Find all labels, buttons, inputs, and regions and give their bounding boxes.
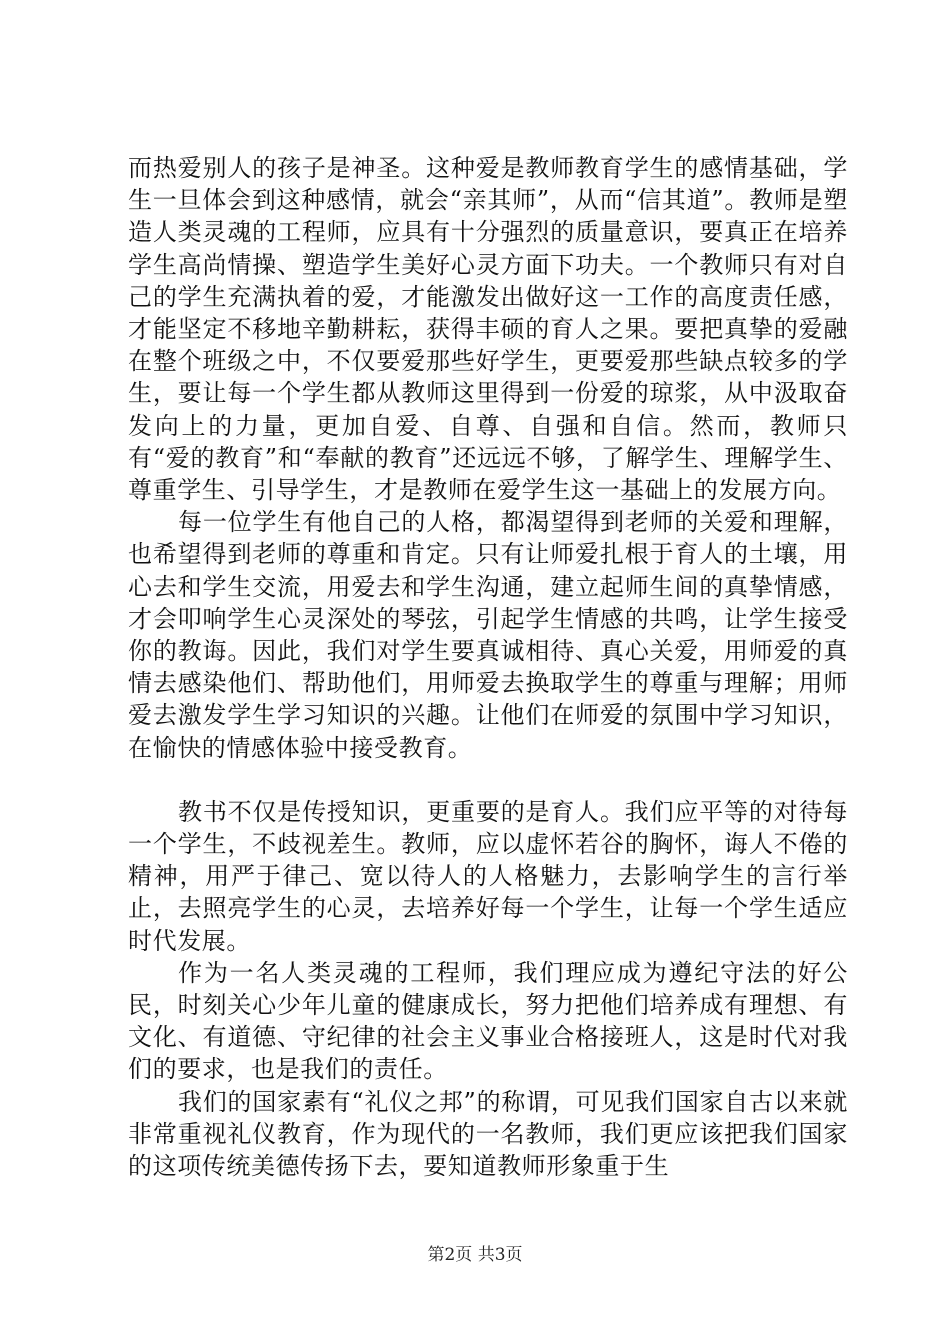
paragraph-4: 作为一名人类灵魂的工程师，我们理应成为遵纪守法的好公民，时刻关心少年儿童的健康成长，努力把他们培养成有理想、有文化、有道德、守纪律的社会主义事业合格接班人，这是时代对我们的要求，也是我们的责任。	[128, 958, 848, 1084]
paragraph-2: 每一位学生有他自己的人格，都渴望得到老师的关爱和理解，也希望得到老师的尊重和肯定。只有让师爱扎根于育人的土壤，用心去和学生交流，用爱去和学生沟通，建立起师生间的真挚情感，才会叩响学生心灵深处的琴弦，引起学生情感的共鸣，让学生接受你的教诲。因此，我们对学生要真诚相待、真心关爱，用师爱的真情去感染他们、帮助他们，用师爱去换取学生的尊重与理解；用师爱去激发学生学习知识的兴趣。让他们在师爱的氛围中学习知识，在愉快的情感体验中接受教育。	[128, 508, 848, 762]
paragraph-3: 教书不仅是传授知识，更重要的是育人。我们应平等的对待每一个学生，不歧视差生。教师，应以虚怀若谷的胸怀，诲人不倦的精神，用严于律己、宽以待人的人格魅力，去影响学生的言行举止，去照亮学生的心灵，去培养好每一个学生，让每一个学生适应时代发展。	[128, 797, 848, 955]
document-body	[128, 152, 848, 1182]
paragraph-gap	[128, 764, 848, 796]
paragraph-5: 我们的国家素有“礼仪之邦”的称谓，可见我们国家自古以来就非常重视礼仪教育，作为现代的一名教师，我们更应该把我们国家的这项传统美德传扬下去，要知道教师形象重于生	[128, 1087, 848, 1181]
page-number-footer: 第2页 共3页	[427, 1245, 523, 1265]
paragraph-1: 而热爱别人的孩子是神圣。这种爱是教师教育学生的感情基础，学生一旦体会到这种感情，就会“亲其师”，从而“信其道”。教师是塑造人类灵魂的工程师，应具有十分强烈的质量意识，要真正在培养学生高尚情操、塑造学生美好心灵方面下功夫。一个教师只有对自己的学生充满执着的爱，才能激发出做好这一工作的高度责任感，才能坚定不移地辛勤耕耘，获得丰硕的育人之果。要把真挚的爱融在整个班级之中，不仅要爱那些好学生，更要爱那些缺点较多的学生，要让每一个学生都从教师这里得到一份爱的琼浆，从中汲取奋发向上的力量，更加自爱、自尊、自强和自信。然而，教师只有“爱的教育”和“奉献的教育”还远远不够，了解学生、理解学生、尊重学生、引导学生，才是教师在爱学生这一基础上的发展方向。	[128, 154, 848, 505]
